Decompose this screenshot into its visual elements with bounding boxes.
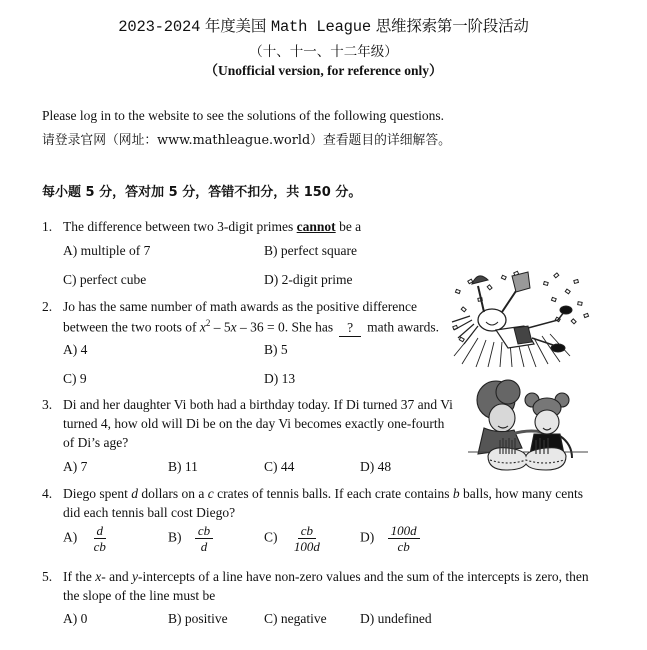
question-number: 3. (42, 397, 53, 412)
denominator: 100d (293, 539, 320, 554)
unofficial-note: （Unofficial version, for reference only） (204, 63, 443, 78)
option-label: A) (63, 529, 78, 545)
question-text-line-1 (63, 486, 583, 502)
numerator: cb (298, 523, 316, 539)
option-label: B) (168, 529, 182, 545)
fraction (388, 523, 420, 554)
q4-var-d: d (131, 486, 138, 501)
celebration-illustration (448, 268, 608, 368)
question-number: 2. (42, 299, 53, 314)
option-b: B) positive (168, 611, 228, 626)
grade-levels: （十、十一、十二年级） (249, 44, 398, 60)
option-c: C) 44 (264, 459, 295, 474)
q2-var-x: x (199, 319, 206, 335)
answer-blank: ? (339, 320, 361, 337)
option-d: D) 13 (264, 371, 296, 386)
question-text-line-2 (63, 318, 439, 337)
scoring-rules: 每小题 5 分，答对加 5 分，答错不扣分，共 150 分。 (42, 185, 362, 200)
fraction (195, 523, 213, 554)
option-b (168, 523, 213, 554)
option-a: A) 7 (63, 459, 88, 474)
option-b: B) perfect square (264, 243, 357, 258)
q2-eq-part: – 5 (210, 319, 231, 335)
question-text-line-2: turned 4, how old will Di be on the day Vi becomes exactly one-fourth (63, 416, 445, 431)
numerator: cb (195, 523, 213, 539)
numerator: 100d (388, 523, 420, 539)
option-b: B) 5 (264, 342, 288, 357)
option-c: C) perfect cube (63, 272, 147, 287)
numerator: d (94, 523, 107, 539)
q2-eq-part-2: – 36 = 0. She has (236, 319, 334, 335)
document-title (0, 14, 647, 36)
question-number: 4. (42, 486, 53, 501)
title-cn-1: 年度美国 (204, 17, 267, 35)
fraction (291, 523, 323, 554)
option-label: C) (264, 529, 278, 545)
question-number: 1. (42, 219, 53, 234)
fraction (91, 523, 109, 554)
question-text-line-1 (63, 569, 589, 585)
q4-text-4: balls, how many cents (459, 486, 584, 501)
option-d (360, 523, 420, 554)
option-d: D) undefined (360, 611, 432, 626)
q2-text-end: math awards. (367, 319, 440, 335)
title-year: 2023-2024 (118, 18, 201, 36)
q5-text-3: -intercepts of a line have non-zero values and the sum of the intercepts is zero, then (137, 569, 589, 584)
question-text-line-2: did each tennis ball cost Diego? (63, 505, 236, 520)
q4-text-2: dollars on a (138, 486, 208, 501)
option-c (264, 523, 323, 554)
question-number: 5. (42, 569, 53, 584)
option-a: A) 4 (63, 342, 88, 357)
question-text-line-1: Di and her daughter Vi both had a birthday today. If Di turned 37 and Vi (63, 397, 453, 412)
q5-text-2: - and (101, 569, 132, 584)
question-text (63, 219, 361, 235)
q5-text: If the (63, 569, 96, 584)
option-a: A) multiple of 7 (63, 243, 151, 258)
option-a: A) 0 (63, 611, 88, 626)
intro-english: Please log in to the website to see the solutions of the following questions. (42, 108, 444, 123)
q1-text-before: The difference between two 3-digit primes (63, 219, 297, 234)
option-c: C) negative (264, 611, 327, 626)
option-a (63, 523, 109, 554)
q5-var-x: x (95, 569, 102, 584)
question-text-line-2: the slope of the line must be (63, 588, 216, 603)
question-text-line-1: Jo has the same number of math awards as the positive difference (63, 299, 418, 314)
denominator: cb (93, 539, 106, 554)
q4-text: Diego spent (63, 486, 132, 501)
q4-text-3: crates of tennis balls. If each crate contains (213, 486, 453, 501)
q4-var-b: b (452, 486, 460, 501)
intro-chinese: 请登录官网（网址：www.mathleague.world）查看题目的详细解答。 (42, 133, 451, 148)
option-b: B) 11 (168, 459, 198, 474)
title-math-league: Math League (270, 18, 371, 36)
option-c: C) 9 (63, 371, 87, 386)
q2-text: between the two roots of (63, 319, 200, 335)
q2-var-x-2: x (230, 319, 237, 335)
denominator: cb (397, 539, 410, 554)
option-d: D) 2-digit prime (264, 272, 353, 287)
q1-emphasis: cannot (296, 219, 336, 234)
q5-var-y: y (131, 569, 138, 584)
q4-var-c: c (207, 486, 214, 501)
title-cn-2: 思维探索第一阶段活动 (375, 17, 529, 35)
denominator: d (200, 539, 208, 554)
question-text-line-3: of Di’s age? (63, 435, 129, 450)
q2-exponent: 2 (205, 318, 211, 328)
option-label: D) (360, 529, 375, 545)
option-d: D) 48 (360, 459, 392, 474)
birthday-cake-illustration (468, 378, 588, 478)
q1-text-after: be a (335, 219, 362, 234)
